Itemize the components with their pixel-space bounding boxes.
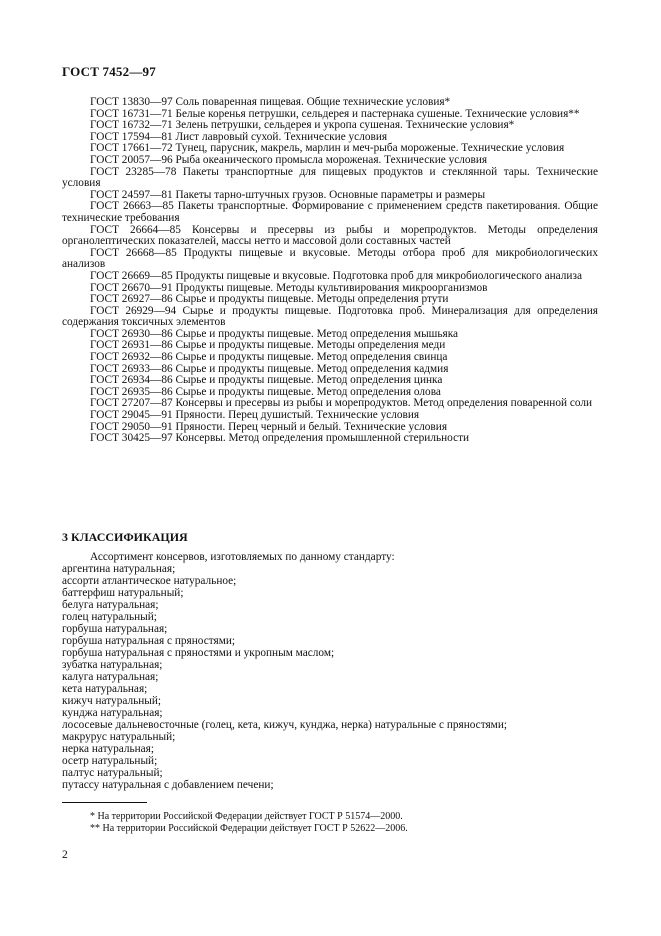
list-item: голец натуральный; [62, 611, 157, 623]
normative-references [62, 97, 598, 445]
reference-item: ГОСТ 29050—91 Пряности. Перец черный и белый. Технические условия [90, 420, 448, 433]
reference-item: ГОСТ 26670—91 Продукты пищевые. Методы культивирования микроорганизмов [90, 281, 488, 294]
footnotes [62, 811, 598, 835]
reference-item: ГОСТ 26934—86 Сырье и продукты пищевые. Метод определения цинка [90, 374, 443, 387]
reference-item: ГОСТ 17661—72 Тунец, парусник, макрель, марлин и меч-рыба мороженые. Технические условия [90, 142, 565, 155]
list-item: ассорти атлантическое натуральное; [62, 575, 237, 587]
reference-item: ГОСТ 26933—86 Сырье и продукты пищевые. Метод определения кадмия [90, 362, 449, 375]
footnote: ** На территории Российской Федерации действует ГОСТ Р 52622—2006. [90, 823, 408, 834]
section-heading: 3 КЛАССИФИКАЦИЯ [62, 530, 188, 544]
reference-item: ГОСТ 23285—78 Пакеты транспортные для пищевых продуктов и стеклянной тары. Технические условия [62, 165, 598, 190]
list-item: кижуч натуральный; [62, 695, 162, 707]
reference-item: ГОСТ 30425—97 Консервы. Метод определения промышленной стерильности [90, 432, 470, 445]
reference-item: ГОСТ 26663—85 Пакеты транспортные. Формирование с применением средств пакетирования. Общие технические требования [62, 200, 598, 224]
list-item: кета натуральная; [62, 683, 148, 695]
page-number: 2 [62, 849, 68, 861]
reference-item: ГОСТ 27207—87 Консервы и пресервы из рыбы и морепродуктов. Метод определения поваренной соли [90, 397, 593, 410]
list-item: зубатка натуральная; [62, 659, 163, 671]
list-item: макрурус натуральный; [62, 731, 176, 743]
list-item: горбуша натуральная с пряностями; [62, 635, 236, 647]
document-header: ГОСТ 7452—97 [62, 64, 156, 79]
list-item: осетр натуральный; [62, 755, 158, 767]
reference-item: ГОСТ 24597—81 Пакеты тарно-штучных грузов. Основные параметры и размеры [90, 188, 486, 201]
list-item: лососевые дальневосточные (голец, кета, кижуч, кунджа, нерка) натуральные с пряностями; [62, 719, 508, 731]
list-item: калуга натуральная; [62, 671, 159, 683]
reference-item: ГОСТ 20057—96 Рыба океанического промысла мороженая. Технические условия [90, 153, 488, 166]
list-item: кунджа натуральная; [62, 707, 163, 719]
reference-item: ГОСТ 13830—97 Соль поваренная пищевая. Общие технические условия* [90, 96, 451, 108]
assortment-intro: Ассортимент консервов, изготовляемых по данному стандарту: [90, 551, 395, 563]
list-item: путассу натуральная с добавлением печени; [62, 779, 274, 791]
reference-item: ГОСТ 26932—86 Сырье и продукты пищевые. Метод определения свинца [90, 351, 448, 364]
list-item: нерка натуральная; [62, 743, 155, 755]
list-item: аргентина натуральная; [62, 563, 176, 575]
list-item: горбуша натуральная с пряностями и укропным маслом; [62, 647, 335, 659]
list-item: баттерфиш натуральный; [62, 587, 184, 599]
list-item: палтус натуральный; [62, 767, 163, 779]
reference-item: ГОСТ 26929—94 Сырье и продукты пищевые. Подготовка проб. Минерализация для определения содержания токсичных элементов [62, 304, 598, 329]
list-item: горбуша натуральная; [62, 623, 168, 635]
reference-item: ГОСТ 16732—71 Зелень петрушки, сельдерея и укропа сушеная. Технические условия* [90, 119, 515, 132]
reference-item: ГОСТ 26927—86 Сырье и продукты пищевые. Методы определения ртути [90, 293, 449, 306]
assortment-block [62, 551, 598, 791]
reference-item: ГОСТ 26930—86 Сырье и продукты пищевые. Метод определения мышьяка [90, 327, 459, 340]
footnote: * На территории Российской Федерации действует ГОСТ Р 51574—2000. [90, 811, 403, 822]
reference-item: ГОСТ 26664—85 Консервы и пресервы из рыбы и морепродуктов. Методы определения органолептических показателей, массы нетто и массовой доли составных частей [62, 223, 598, 248]
reference-item: ГОСТ 26669—85 Продукты пищевые и вкусовые. Подготовка проб для микробиологического анализа [90, 269, 582, 282]
reference-item: ГОСТ 26935—86 Сырье и продукты пищевые. Метод определения олова [90, 385, 441, 398]
reference-item: ГОСТ 26931—86 Сырье и продукты пищевые. Методы определения меди [90, 339, 446, 352]
reference-item: ГОСТ 26668—85 Продукты пищевые и вкусовые. Методы отбора проб для микробиологических анализов [62, 246, 598, 271]
reference-item: ГОСТ 17594—81 Лист лавровый сухой. Технические условия [90, 130, 388, 143]
assortment-list [62, 563, 598, 791]
reference-item: ГОСТ 29045—91 Пряности. Перец душистый. Технические условия [90, 409, 420, 422]
list-item: белуга натуральная; [62, 599, 159, 611]
footnote-divider [62, 802, 147, 803]
reference-item: ГОСТ 16731—71 Белые коренья петрушки, сельдерея и пастернака сушеные. Технические условия** [90, 107, 580, 120]
